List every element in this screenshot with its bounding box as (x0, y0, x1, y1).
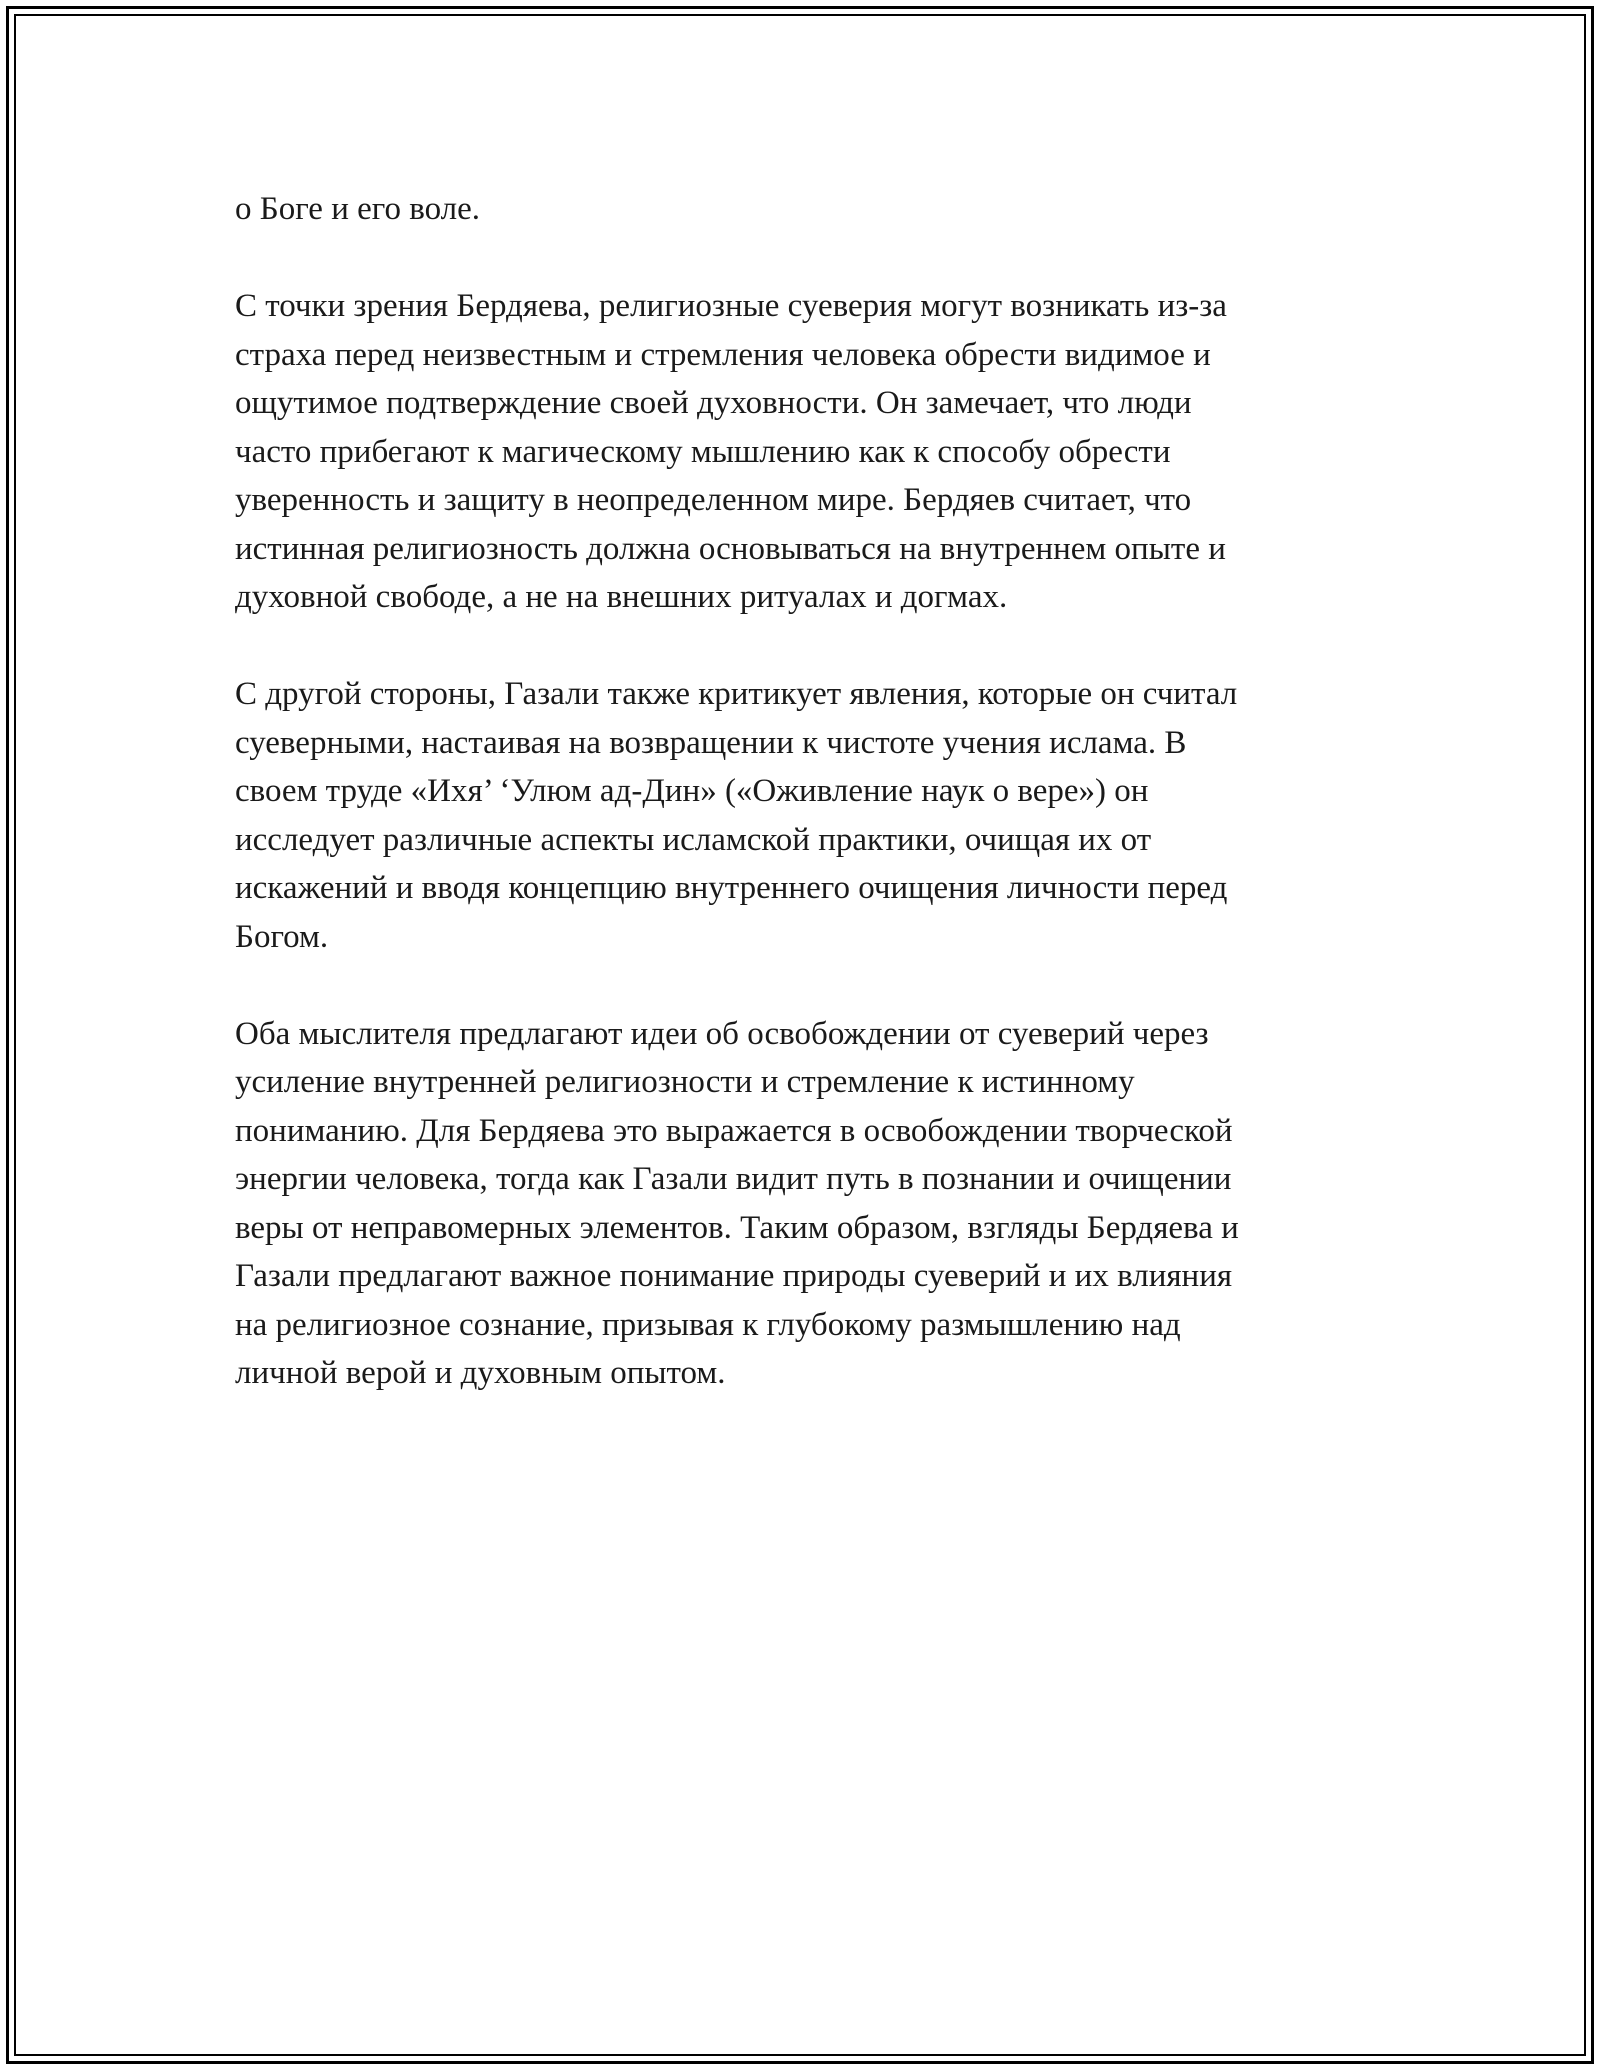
paragraph-conclusion: Оба мыслителя предлагают идеи об освобождении от суеверий через усиление внутренней религиозности и стремление к истинному пониманию. Для Бердяева это выражается в освобождении творческой энергии человека, тогда как Газали видит путь в познании и очищении веры от неправомерных элементов. Таким образом, взгляды Бердяева и Газали предлагают важное понимание природы суеверий и их влияния на религиозное сознание, призывая к глубокому размышлению над личной верой и духовным опытом. (235, 1015, 1239, 1391)
document-body (235, 185, 1375, 1446)
paragraph-berdyaev: С точки зрения Бердяева, религиозные суеверия могут возникать из-за страха перед неизвестным и стремления человека обрести видимое и ощутимое подтверждение своей духовности. Он замечает, что люди часто прибегают к магическому мышлению как к способу обрести уверенность и защиту в неопределенном мире. Бердяев считает, что истинная религиозность должна основываться на внутреннем опыте и духовной свободе, а не на внешних ритуалах и догмах. (235, 288, 1227, 615)
paragraph-ghazali: С другой стороны, Газали также критикует явления, которые он считал суеверными, настаивая на возвращении к чистоте учения ислама. В своем труде «Ихя’ ‘Улюм ад-Дин» («Оживление наук о вере») он исследует различные аспекты исламской практики, очищая их от искажений и вводя концепцию внутреннего очищения личности перед Богом. (235, 676, 1238, 955)
paragraph-continuation: о Боге и его воле. (235, 191, 481, 227)
